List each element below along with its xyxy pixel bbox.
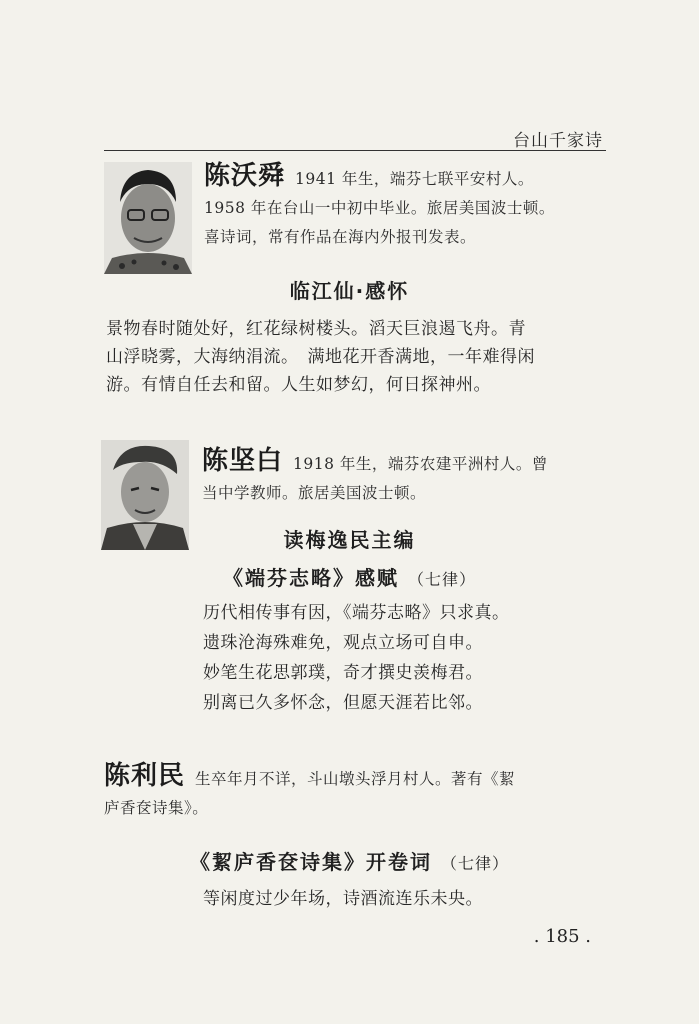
poem-body-3 bbox=[203, 884, 483, 914]
bio-text-3a: 生卒年月不详，斗山墩头浮月村人。著有《絜 bbox=[195, 770, 516, 788]
running-head: 台山千家诗 bbox=[513, 131, 603, 151]
bio-text-1b: 1958 年在台山一中初中毕业。旅居美国波士顿。 bbox=[204, 199, 555, 217]
poem-body-1 bbox=[106, 315, 606, 399]
bio-entry-3 bbox=[104, 762, 614, 823]
poem-line: 历代相传事有因，《端芬志略》只求真。 bbox=[203, 603, 510, 623]
poem-line: 山浮晓雾，大海纳涓流。 满地花开香满地，一年难得闲 bbox=[106, 347, 535, 367]
bio-text-3b: 庐香奁诗集》。 bbox=[104, 799, 209, 817]
bio-entry-1 bbox=[204, 162, 624, 252]
bio-text-1a: 1941 年生，端芬七联平安村人。 bbox=[295, 170, 534, 188]
portrait-photo-1 bbox=[104, 162, 192, 274]
author-name-2: 陈坚白 bbox=[202, 446, 284, 476]
bio-text-2a: 1918 年生，端芬农建平洲村人。曾 bbox=[293, 455, 548, 473]
poem-title-3 bbox=[0, 846, 699, 875]
poem-line: 景物春时随处好，红花绿树楼头。滔天巨浪遏飞舟。青 bbox=[106, 319, 526, 339]
poem-title-3-text: 《絜庐香奁诗集》开卷词 bbox=[190, 850, 432, 874]
poem-form-2: （七律） bbox=[407, 570, 476, 589]
author-name-1: 陈沃舜 bbox=[204, 161, 286, 191]
poem-body-2 bbox=[203, 598, 510, 718]
header-rule bbox=[104, 150, 606, 151]
poem-title-1: 临江仙·感怀 bbox=[289, 279, 410, 303]
poem-line: 遗珠沧海殊难免，观点立场可自申。 bbox=[203, 633, 483, 653]
bio-text-1c: 喜诗词，常有作品在海内外报刊发表。 bbox=[204, 228, 477, 246]
bio-entry-2 bbox=[202, 447, 622, 508]
poem-form-3: （七律） bbox=[440, 854, 509, 873]
author-name-3: 陈利民 bbox=[104, 761, 186, 791]
poem-line: 游。有情自任去和留。人生如梦幻，何日探神州。 bbox=[106, 375, 491, 395]
bio-text-2b: 当中学教师。旅居美国波士顿。 bbox=[202, 484, 427, 502]
page-number: . 185 . bbox=[533, 926, 591, 947]
poem-line: 别离已久多怀念，但愿天涯若比邻。 bbox=[203, 693, 483, 713]
poem-title-2b-text: 《端芬志略》感赋 bbox=[223, 566, 399, 590]
poem-title-2a: 读梅逸民主编 bbox=[283, 528, 416, 552]
poem-line: 妙笔生花思郭璞，奇才撰史羡梅君。 bbox=[203, 663, 483, 683]
poem-line: 等闲度过少年场，诗酒流连乐未央。 bbox=[203, 889, 483, 909]
poem-title-2b bbox=[0, 562, 699, 591]
